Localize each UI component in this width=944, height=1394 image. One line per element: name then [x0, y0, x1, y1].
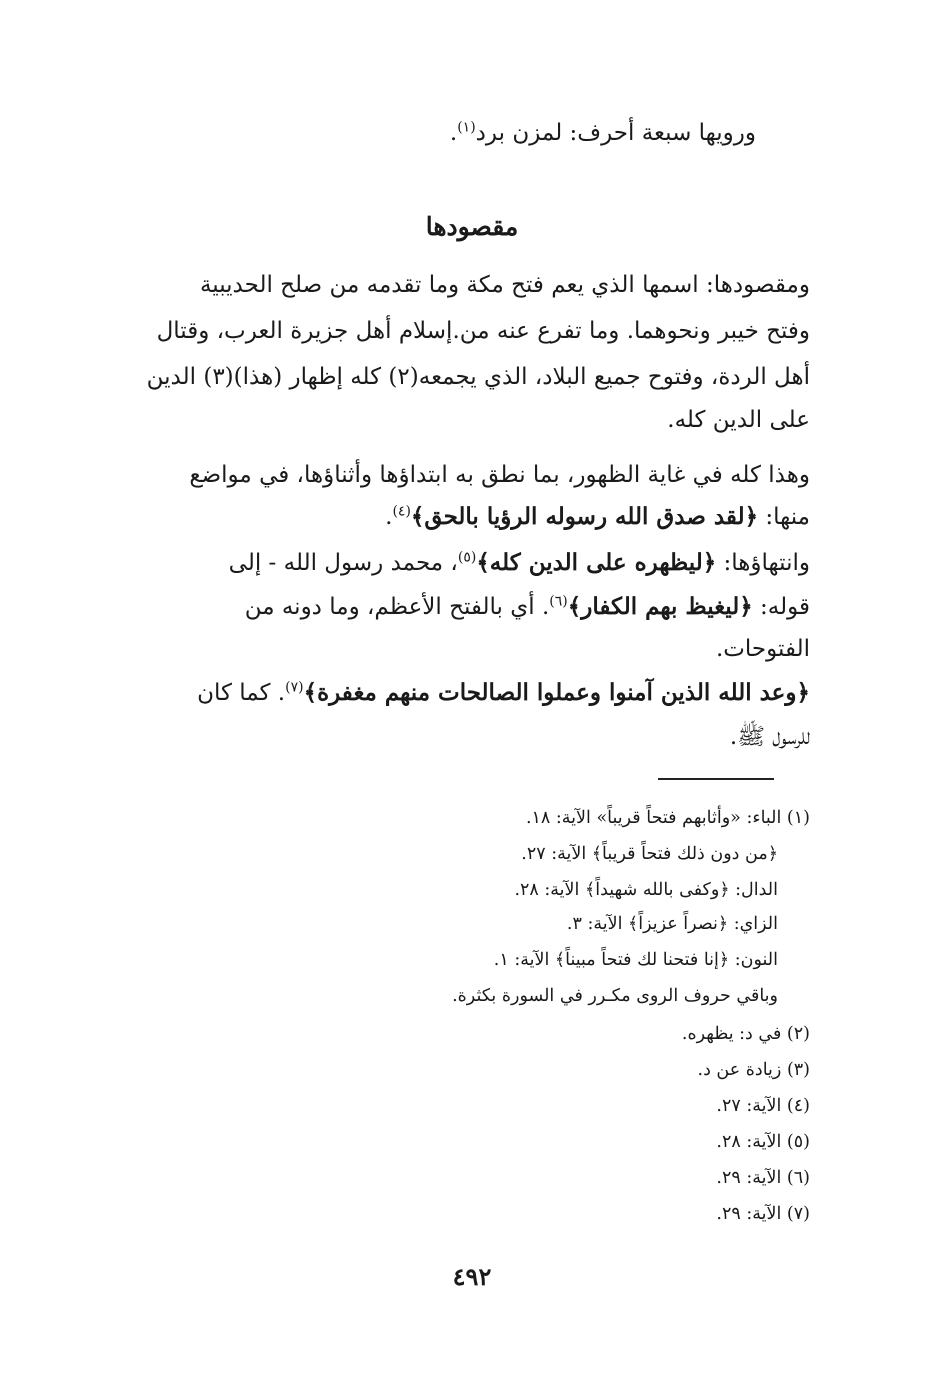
para4-line2: للرسول ﷺ. [729, 724, 810, 750]
para3-prefix2: قوله: [752, 594, 810, 620]
footnote-line: (٣) زيادة عن د. [697, 1060, 810, 1080]
para3-post: ، محمد رسول الله - إلى [228, 550, 458, 576]
page-number: ٤٩٢ [452, 1262, 492, 1291]
footnote-ref[interactable]: (٧) [285, 679, 304, 696]
para3-line1 [229, 548, 810, 578]
para4-post: . كما كان [197, 680, 286, 706]
footnote-line: (٥) الآية: ٢٨. [716, 1132, 810, 1152]
para1-line4: على الدين كله. [667, 407, 810, 433]
para1-line2: وفتح خيبر ونحوهما. وما تفرع عنه من.إسلام أهل جزيرة العرب، وقتال [156, 318, 810, 344]
footnote-line: الزاي: ﴿نصراً عزيزاً﴾ الآية: ٣. [566, 914, 778, 934]
quran-quote: ﴿لقد صدق الله رسوله الرؤيا بالحق﴾ [410, 503, 759, 530]
footnote-line: النون: ﴿إنا فتحنا لك فتحاً مبيناً﴾ الآية: ١. [493, 950, 778, 970]
top-line-text: ورويها سبعة أحرف: لمزن برد [475, 120, 756, 146]
footnote-ref[interactable]: (٦) [549, 593, 568, 610]
section-heading: مقصودها [425, 212, 519, 241]
footnote-line: (٢) في د: يظهره. [681, 1024, 810, 1044]
footnote-line: (١) الباء: «وأثابهم فتحاً قريباً» الآية: ١٨. [525, 808, 810, 828]
para2-end: . [385, 504, 393, 530]
footnote-line: وباقي حروف الروى مكـرر في السورة بكثرة. [452, 986, 778, 1006]
para3-line2 [245, 592, 810, 622]
top-line [450, 118, 756, 148]
para2-line1: وهذا كله في غاية الظهور، بما نطق به ابتداؤها وأثناؤها، في مواضع [189, 462, 810, 488]
para1-line3: أهل الردة، وفتوح جميع البلاد، الذي يجمعه(٢) كله إظهار (هذا)(٣) الدين [146, 364, 810, 390]
footnote-separator [658, 778, 774, 780]
para4-line1 [197, 678, 810, 708]
quran-quote: ﴿ليغيظ بهم الكفار﴾ [567, 593, 753, 620]
para2-prefix: منها: [758, 504, 810, 530]
footnote-line: الدال: ﴿وكفى بالله شهيداً﴾ الآية: ٢٨. [514, 880, 778, 900]
footnote-line: (٧) الآية: ٢٩. [716, 1204, 810, 1224]
footnote-line: (٦) الآية: ٢٩. [716, 1168, 810, 1188]
quran-quote: ﴿وعد الله الذين آمنوا وعملوا الصالحات منهم مغفرة﴾ [303, 679, 810, 706]
footnote-line: (٤) الآية: ٢٧. [716, 1096, 810, 1116]
quran-quote: ﴿ليظهره على الدين كله﴾ [476, 549, 717, 576]
top-line-end: . [449, 120, 458, 146]
para1-line1: ومقصودها: اسمها الذي يعم فتح مكة وما تقدمه من صلح الحديبية [199, 272, 810, 298]
footnote-ref[interactable]: (١) [457, 119, 476, 136]
footnote-ref[interactable]: (٤) [392, 503, 411, 520]
footnote-line: ﴿من دون ذلك فتحاً قريباً﴾ الآية: ٢٧. [521, 844, 778, 864]
para3-prefix: وانتهاؤها: [716, 550, 810, 576]
footnote-ref[interactable]: (٥) [457, 549, 477, 566]
para3-line3: الفتوحات. [715, 636, 810, 662]
para2-line2 [385, 502, 810, 532]
para3-post2: . أي بالفتح الأعظم، وما دونه من [244, 594, 550, 620]
